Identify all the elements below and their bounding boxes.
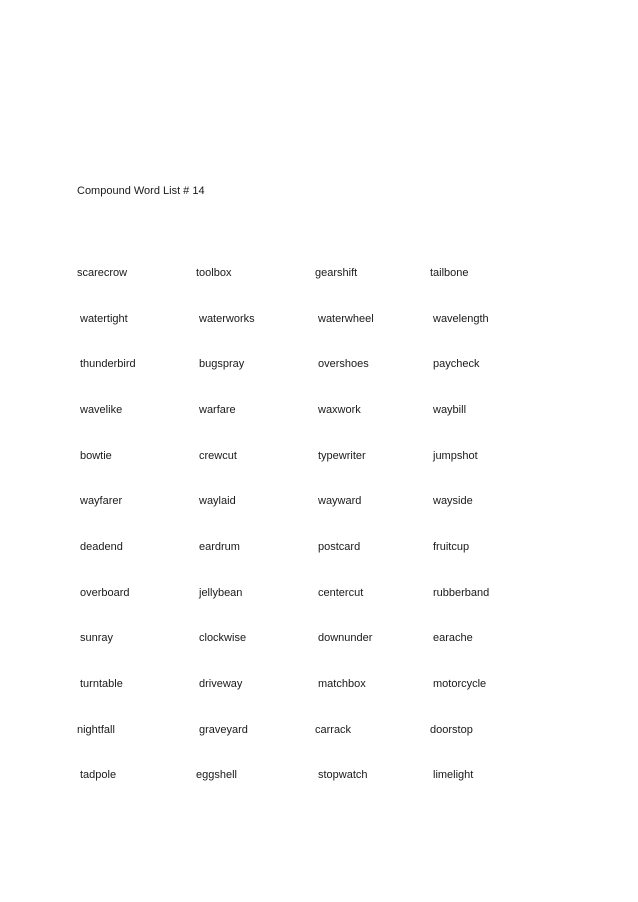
word-item: wavelength [433,313,489,325]
word-item: wayfarer [80,495,123,507]
word-item: graveyard [199,724,248,736]
word-item: carrack [315,724,352,736]
word-item: crewcut [199,450,237,462]
word-item: bowtie [80,450,112,462]
word-item: typewriter [318,450,366,462]
word-item: wayward [318,495,362,507]
word-item: scarecrow [77,267,128,279]
word-item: doorstop [430,724,473,736]
word-item: wayside [433,495,473,507]
word-item: warfare [199,404,236,416]
word-item: clockwise [199,632,247,644]
word-item: matchbox [318,678,366,690]
word-item: toolbox [196,267,232,279]
word-item: paycheck [433,358,480,370]
word-item: overboard [80,587,130,599]
word-item: tadpole [80,769,117,781]
word-item: deadend [80,541,123,553]
word-item: bugspray [199,358,245,370]
word-item: driveway [199,678,243,690]
word-item: gearshift [315,267,358,279]
word-item: thunderbird [80,358,136,370]
word-item: waybill [433,404,467,416]
word-item: waylaid [199,495,236,507]
word-item: eardrum [199,541,240,553]
word-item: nightfall [77,724,115,736]
word-item: jumpshot [433,450,478,462]
word-item: wavelike [80,404,123,416]
word-item: stopwatch [318,769,368,781]
word-item: sunray [80,632,114,644]
page-title: Compound Word List # 14 [77,185,205,197]
word-item: eggshell [196,769,237,781]
word-item: jellybean [199,587,243,599]
word-item: waterwheel [318,313,374,325]
word-item: tailbone [430,267,469,279]
word-item: downunder [318,632,373,644]
word-item: centercut [318,587,364,599]
word-item: fruitcup [433,541,470,553]
word-item: rubberband [433,587,490,599]
word-item: motorcycle [433,678,487,690]
word-item: postcard [318,541,361,553]
word-item: waxwork [318,404,361,416]
word-item: earache [433,632,473,644]
word-item: turntable [80,678,123,690]
word-item: overshoes [318,358,369,370]
word-item: watertight [80,313,128,325]
word-item: waterworks [199,313,255,325]
word-item: limelight [433,769,474,781]
